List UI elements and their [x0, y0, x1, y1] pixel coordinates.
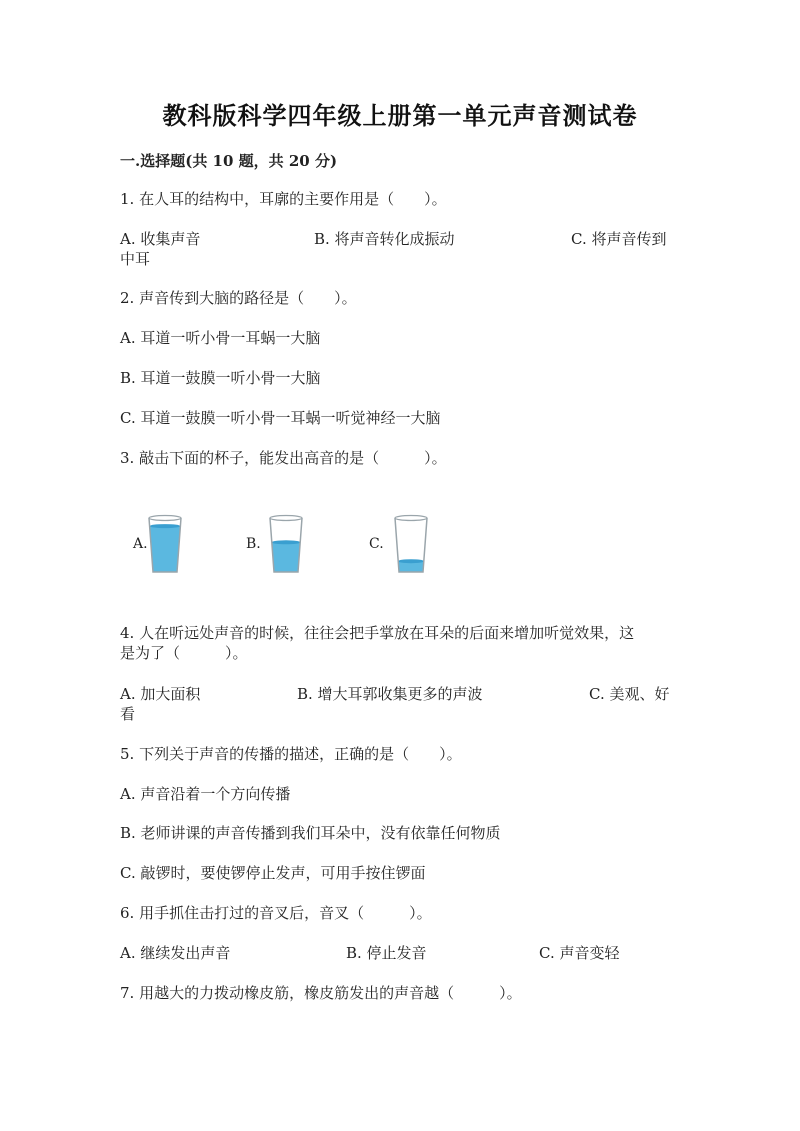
question-2-option-b: B. 耳道一鼓膜一听小骨一大脑 [120, 369, 321, 387]
glass-rim [395, 516, 427, 521]
question-3-stem: 3. 敲击下面的杯子，能发出高音的是（ ）。 [120, 449, 447, 467]
question-6-option-c: C. 声音变轻 [539, 944, 620, 962]
question-7-stem: 7. 用越大的力拨动橡皮筋，橡皮筋发出的声音越（ ）。 [120, 984, 522, 1002]
question-1-option-c: C. 将声音传到 [571, 230, 667, 248]
question-1-option-b: B. 将声音转化成振动 [314, 230, 455, 248]
question-4-option-c-wrap: 看 [120, 705, 136, 723]
section-heading: 一.选择题(共 10 题，共 20 分) [120, 152, 338, 170]
question-6-option-b: B. 停止发音 [346, 944, 427, 962]
cup-a-label: A. [133, 536, 148, 552]
glass-rim [149, 516, 181, 521]
question-2-stem: 2. 声音传到大脑的路径是（ ）。 [120, 289, 357, 307]
glass-rim [270, 516, 302, 521]
page-title: 教科版科学四年级上册第一单元声音测试卷 [162, 101, 638, 130]
question-5-stem: 5. 下列关于声音的传播的描述，正确的是（ ）。 [120, 745, 462, 763]
question-6-stem: 6. 用手抓住击打过的音叉后，音叉（ ）。 [120, 904, 432, 922]
cup-b-icon [268, 514, 304, 574]
water-surface [150, 524, 181, 528]
cup-c-label: C. [369, 536, 384, 552]
water-fill [272, 542, 300, 572]
cup-c-icon [393, 514, 429, 574]
water-fill [150, 526, 181, 572]
question-4-stem-line-2: 是为了（ ）。 [120, 644, 248, 662]
question-5-option-b: B. 老师讲课的声音传播到我们耳朵中，没有依靠任何物质 [120, 824, 501, 842]
water-surface [272, 540, 300, 544]
cups-figure [0, 508, 800, 588]
question-5-option-c: C. 敲锣时，要使锣停止发声，可用手按住锣面 [120, 864, 426, 882]
question-4-option-a: A. 加大面积 [120, 685, 201, 703]
question-4-option-b: B. 增大耳郭收集更多的声波 [297, 685, 483, 703]
question-4-option-c: C. 美观、好 [589, 685, 670, 703]
cup-b-label: B. [246, 536, 261, 552]
question-1-option-a: A. 收集声音 [120, 230, 201, 248]
water-surface [398, 559, 424, 563]
question-2-option-c: C. 耳道一鼓膜一听小骨一耳蜗一听觉神经一大脑 [120, 409, 441, 427]
question-4-stem-line-1: 4. 人在听远处声音的时候，往往会把手掌放在耳朵的后面来增加听觉效果，这 [120, 624, 635, 642]
question-2-option-a: A. 耳道一听小骨一耳蜗一大脑 [120, 329, 321, 347]
question-1-stem: 1. 在人耳的结构中，耳廓的主要作用是（ ）。 [120, 190, 447, 208]
cup-a-icon [147, 514, 183, 574]
question-5-option-a: A. 声音沿着一个方向传播 [120, 785, 291, 803]
question-1-option-c-wrap: 中耳 [120, 250, 151, 268]
question-6-option-a: A. 继续发出声音 [120, 944, 231, 962]
